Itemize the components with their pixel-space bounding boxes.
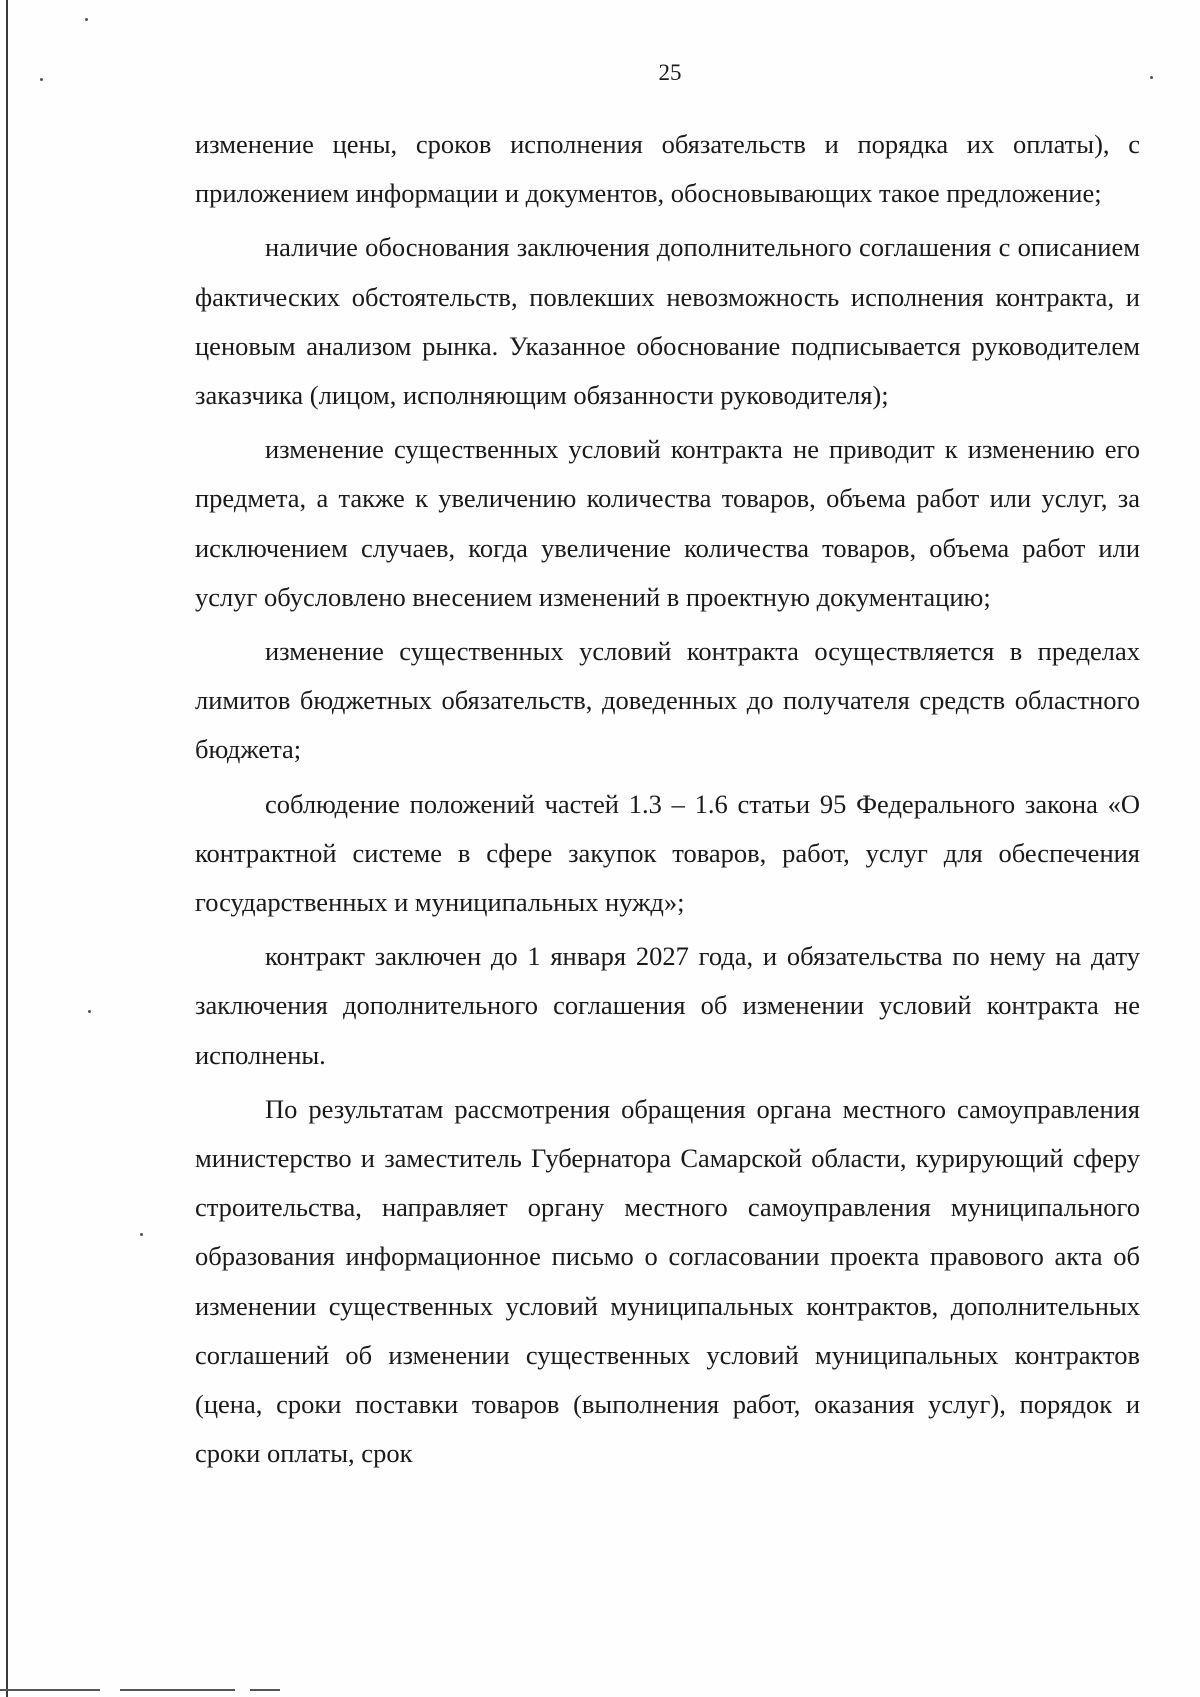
- scan-bottom-mark: [0, 1689, 100, 1691]
- paragraph-1: изменение цены, сроков исполнения обязательств и порядка их оплаты), с приложением информации и документов, обосновывающих такое предложение;: [195, 129, 1140, 209]
- paragraph-7: По результатам рассмотрения обращения органа местного самоуправления министерство и заместитель Губернатора Самарской области, курирующий сферу строительства, направляет органу местного самоуправления муниципального образования информационное письмо о согласовании проекта правового акта об изменении существенных условий муниципальных контрактов, дополнительных соглашений об изменении существенных условий муниципальных контрактов (цена, сроки поставки товаров (выполнения работ, оказания услуг), порядок и сроки оплаты, срок: [195, 1093, 1140, 1469]
- scan-speck: [1150, 76, 1153, 79]
- scan-bottom-mark: [250, 1689, 280, 1691]
- paragraph-3: изменение существенных условий контракта не приводит к изменению его предмета, а также к увеличению количества товаров, объема работ или услуг, за исключением случаев, когда увеличение количества товаров, объема работ или услуг обусловлено внесением изменений в проектную документацию;: [195, 434, 1140, 612]
- paragraph-4: изменение существенных условий контракта осуществляется в пределах лимитов бюджетных обязательств, доведенных до получателя средств областного бюджета;: [195, 636, 1140, 765]
- paragraph-2: наличие обоснования заключения дополнительного соглашения с описанием фактических обстоятельств, повлекших невозможность исполнения контракта, и ценовым анализом рынка. Указанное обоснование подписывается руководителем заказчика (лицом, исполняющим обязанности руководителя);: [195, 232, 1140, 411]
- scan-left-edge: [6, 0, 8, 1697]
- scan-speck: [88, 1010, 91, 1013]
- scan-bottom-mark: [120, 1689, 235, 1691]
- paragraph-6: контракт заключен до 1 января 2027 года, и обязательства по нему на дату заключения дополнительного соглашения об изменении условий контракта не исполнены.: [195, 941, 1140, 1070]
- paragraph-5: соблюдение положений частей 1.3 – 1.6 статьи 95 Федерального закона «О контрактной системе в сфере закупок товаров, работ, услуг для обеспечения государственных и муниципальных нужд»;: [195, 788, 1140, 918]
- scan-speck: [85, 18, 88, 21]
- document-body: [195, 120, 1140, 1483]
- scan-speck: [40, 78, 43, 81]
- scan-speck: [140, 1233, 143, 1236]
- page-number: 25: [658, 60, 682, 85]
